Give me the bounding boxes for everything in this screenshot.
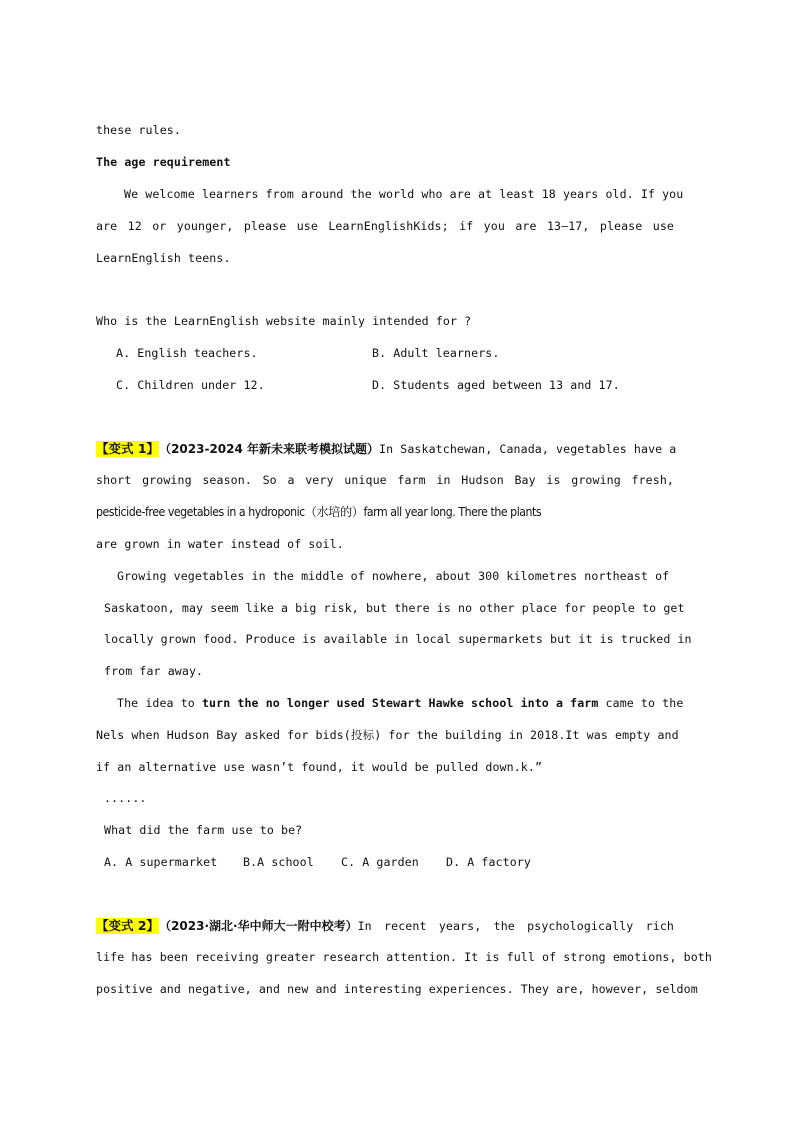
passage-text: locally grown food. Produce is available in local supermarkets but it is trucked in — [104, 632, 692, 646]
passage-text: from far away. — [104, 664, 204, 678]
variant-source: （2023-2024 年新未来联考模拟试题） — [159, 442, 380, 456]
text-run: The idea to — [117, 696, 202, 710]
passage-text: if an alternative use wasn’t found, it would be pulled down.k.” — [96, 760, 543, 774]
passage-text: LearnEnglish teens. — [96, 251, 231, 265]
text-run: came to the — [598, 696, 684, 710]
variant-heading — [96, 441, 677, 457]
variant-heading — [96, 918, 674, 934]
passage-text: In Saskatchewan, Canada, vegetables have a — [379, 442, 677, 456]
variant-source: （2023·湖北·华中师大一附中校考） — [159, 919, 358, 933]
option-b: B.A school — [243, 855, 314, 869]
passage-text: positive and negative, and new and interesting experiences. They are, however, seldom — [96, 982, 698, 996]
option-c: C. Children under 12. — [116, 378, 265, 392]
question-text: What did the farm use to be? — [104, 823, 303, 837]
question-text: Who is the LearnEnglish website mainly intended for ? — [96, 314, 472, 328]
option-a: A. English teachers. — [116, 346, 258, 360]
variant-tag: 【变式 1】 — [96, 441, 160, 456]
passage-text: Saskatoon, may seem like a big risk, but there is no other place for people to get — [104, 601, 685, 615]
passage-text: are 12 or younger, please use LearnEnglishKids; if you are 13—17, please use — [96, 219, 674, 233]
ellipsis: ...... — [104, 791, 147, 805]
variant-tag: 【变式 2】 — [96, 918, 160, 933]
passage-text: short growing season. So a very unique farm in Hudson Bay is growing fresh, — [96, 473, 674, 487]
passage-text: are grown in water instead of soil. — [96, 537, 344, 551]
passage-text: Nels when Hudson Bay asked for bids(投标) for the building in 2018.It was empty and — [96, 728, 679, 742]
section-heading: The age requirement — [96, 155, 231, 169]
passage-text: Growing vegetables in the middle of nowhere, about 300 kilometres northeast of — [117, 569, 670, 583]
bold-phrase: turn the no longer used Stewart Hawke school into a farm — [201, 696, 599, 710]
option-c: C. A garden — [341, 855, 419, 869]
passage-text: these rules. — [96, 123, 181, 137]
option-a: A. A supermarket — [104, 855, 218, 869]
passage-text: life has been receiving greater research attention. It is full of strong emotions, both — [96, 950, 712, 964]
option-d: D. A factory — [446, 855, 531, 869]
passage-text: We welcome learners from around the world who are at least 18 years old. If you — [124, 187, 684, 201]
passage-text: pesticide-free vegetables in a hydroponic（水培的）farm all year long. There the plants — [96, 505, 542, 519]
option-b: B. Adult learners. — [372, 346, 500, 360]
option-d: D. Students aged between 13 and 17. — [372, 378, 620, 392]
passage-text — [117, 695, 684, 711]
passage-text: In recent years, the psychologically rich — [357, 919, 674, 933]
